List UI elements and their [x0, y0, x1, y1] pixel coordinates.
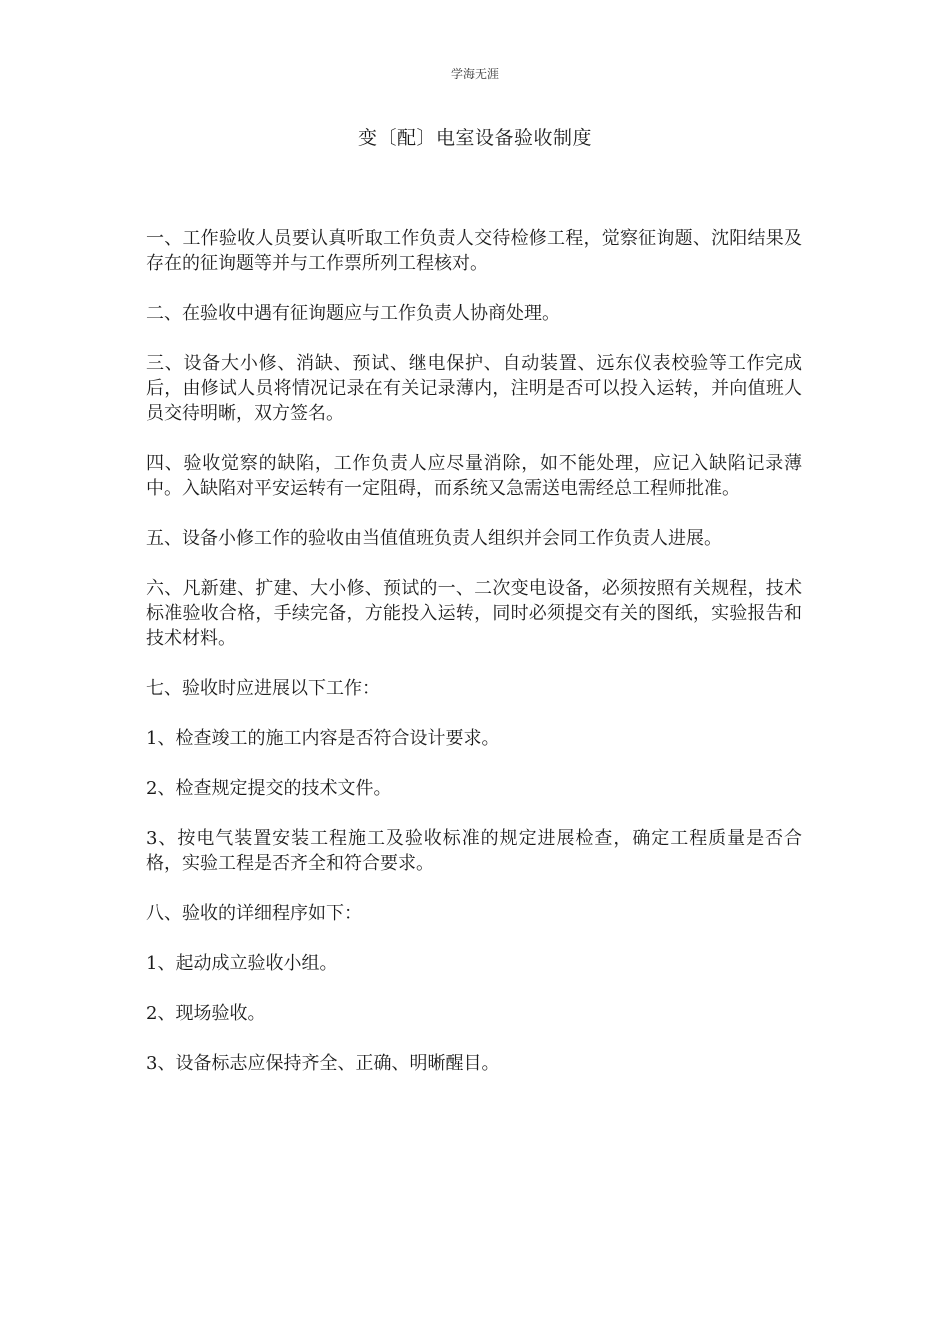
paragraph-7: 七、验收时应进展以下工作： — [146, 678, 380, 699]
document-body — [146, 226, 802, 1101]
paragraph-9: 2、检查规定提交的技术文件。 — [146, 778, 392, 799]
paragraph-5: 五、设备小修工作的验收由当值值班负责人组织并会同工作负责人进展。 — [146, 528, 722, 549]
paragraph-2: 二、在验收中遇有征询题应与工作负责人协商处理。 — [146, 303, 560, 324]
paragraph-14: 3、设备标志应保持齐全、正确、明晰醒目。 — [146, 1053, 500, 1074]
paragraph-1: 一、工作验收人员要认真听取工作负责人交待检修工程，觉察征询题、沈阳结果及存在的征询题等并与工作票所列工程核对。 — [146, 228, 802, 274]
paragraph-3: 三、设备大小修、消缺、预试、继电保护、自动装置、远东仪表校验等工作完成后，由修试人员将情况记录在有关记录薄内，注明是否可以投入运转，并向值班人员交待明晰，双方签名。 — [146, 353, 802, 424]
paragraph-8: 1、检查竣工的施工内容是否符合设计要求。 — [146, 728, 500, 749]
paragraph-11: 八、验收的详细程序如下： — [146, 903, 362, 924]
paragraph-13: 2、现场验收。 — [146, 1003, 266, 1024]
paragraph-4: 四、验收觉察的缺陷，工作负责人应尽量消除，如不能处理，应记入缺陷记录薄中。入缺陷对平安运转有一定阻碍，而系统又急需送电需经总工程师批准。 — [146, 453, 802, 499]
paragraph-6: 六、凡新建、扩建、大小修、预试的一、二次变电设备，必须按照有关规程，技术标准验收合格，手续完备，方能投入运转，同时必须提交有关的图纸，实验报告和技术材料。 — [146, 578, 802, 649]
paragraph-10: 3、按电气装置安装工程施工及验收标准的规定进展检查，确定工程质量是否合格，实验工程是否齐全和符合要求。 — [146, 828, 802, 874]
paragraph-12: 1、起动成立验收小组。 — [146, 953, 338, 974]
document-title: 变〔配〕电室设备验收制度 — [357, 127, 592, 149]
page-header: 学海无涯 — [450, 67, 499, 81]
